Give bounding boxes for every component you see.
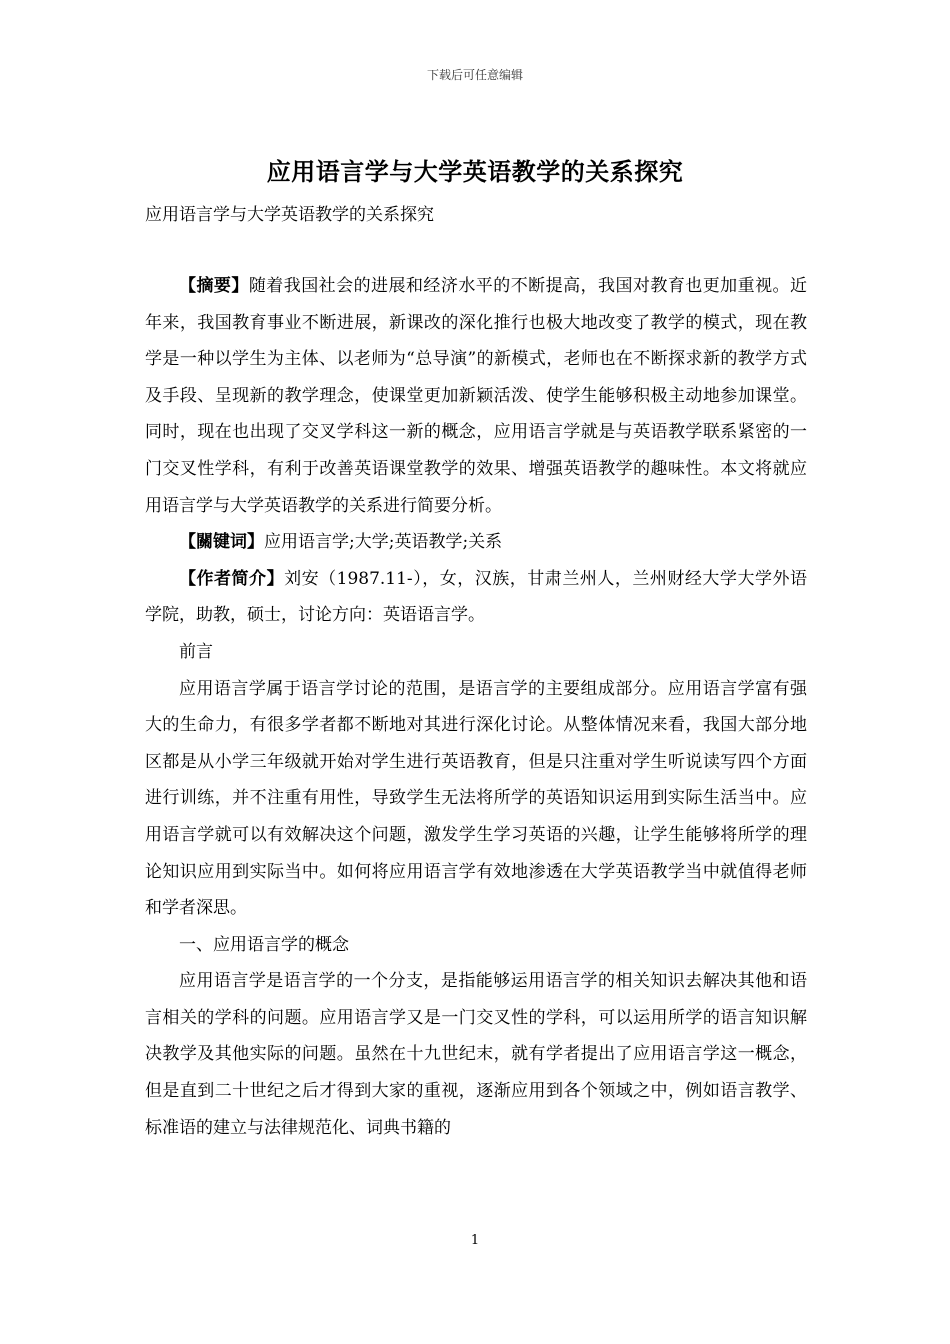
document-title: 应用语言学与大学英语教学的关系探究 xyxy=(266,157,684,186)
preface-paragraph: 应用语言学属于语言学讨论的范围，是语言学的主要组成部分。应用语言学富有强大的生命力，有很多学者都不断地对其进行深化讨论。从整体情况来看，我国大部分地区都是从小学三年级就开始对学生进行英语教育，但是只注重对学生听说读写四个方面进行训练，并不注重有用性，导致学生无法将所学的英语知识运用到实际生活当中。应用语言学就可以有效解决这个问题，激发学生学习英语的兴趣，让学生能够将所学的理论知识应用到实际当中。如何将应用语言学有效地渗透在大学英语教学当中就值得老师和学者深思。 xyxy=(145,678,807,919)
keywords-text: 应用语言学;大学;英语教学;关系 xyxy=(264,532,503,553)
document-subtitle: 应用语言学与大学英语教学的关系探究 xyxy=(145,205,434,225)
preface-heading: 前言 xyxy=(179,641,213,662)
page-number: 1 xyxy=(470,1233,480,1248)
keywords-label: 【關键词】 xyxy=(179,532,264,553)
document-body xyxy=(145,268,807,1146)
abstract-paragraph xyxy=(145,268,807,524)
author-label: 【作者简介】 xyxy=(179,568,285,589)
abstract-label: 【摘要】 xyxy=(179,276,249,296)
page-header: 下载后可任意编辑 xyxy=(426,68,523,82)
author-paragraph xyxy=(145,561,807,634)
abstract-text: 随着我国社会的进展和经济水平的不断提高，我国对教育也更加重视。近年来，我国教育事业不断进展，新课改的深化推行也极大地改变了教学的模式，现在教学是一种以学生为主体、以老师为“总导演”的新模式，老师也在不断探求新的教学方式及手段、呈现新的教学理念，使课堂更加新颖活泼、使学生能够积极主动地参加课堂。同时，现在也出现了交叉学科这一新的概念，应用语言学就是与英语教学联系紧密的一门交叉性学科，有利于改善英语课堂教学的效果、增强英语教学的趣味性。本文将就应用语言学与大学英语教学的关系进行简要分析。 xyxy=(145,276,808,516)
section1-heading: 一、应用语言学的概念 xyxy=(179,934,349,955)
author-text: 刘安（1987.11-），女，汉族，甘肃兰州人，兰州财经大学大学外语学院，助教，硕士，讨论方向：英语语言学。 xyxy=(145,568,808,626)
keywords-paragraph xyxy=(145,524,807,561)
section1-paragraph: 应用语言学是语言学的一个分支，是指能够运用语言学的相关知识去解决其他和语言相关的学科的问题。应用语言学又是一门交叉性的学科，可以运用所学的语言知识解决教学及其他实际的问题。虽然在十九世纪末，就有学者提出了应用语言学这一概念，但是直到二十世纪之后才得到大家的重视，逐渐应用到各个领域之中，例如语言教学、标准语的建立与法律规范化、词典书籍的 xyxy=(145,971,807,1138)
